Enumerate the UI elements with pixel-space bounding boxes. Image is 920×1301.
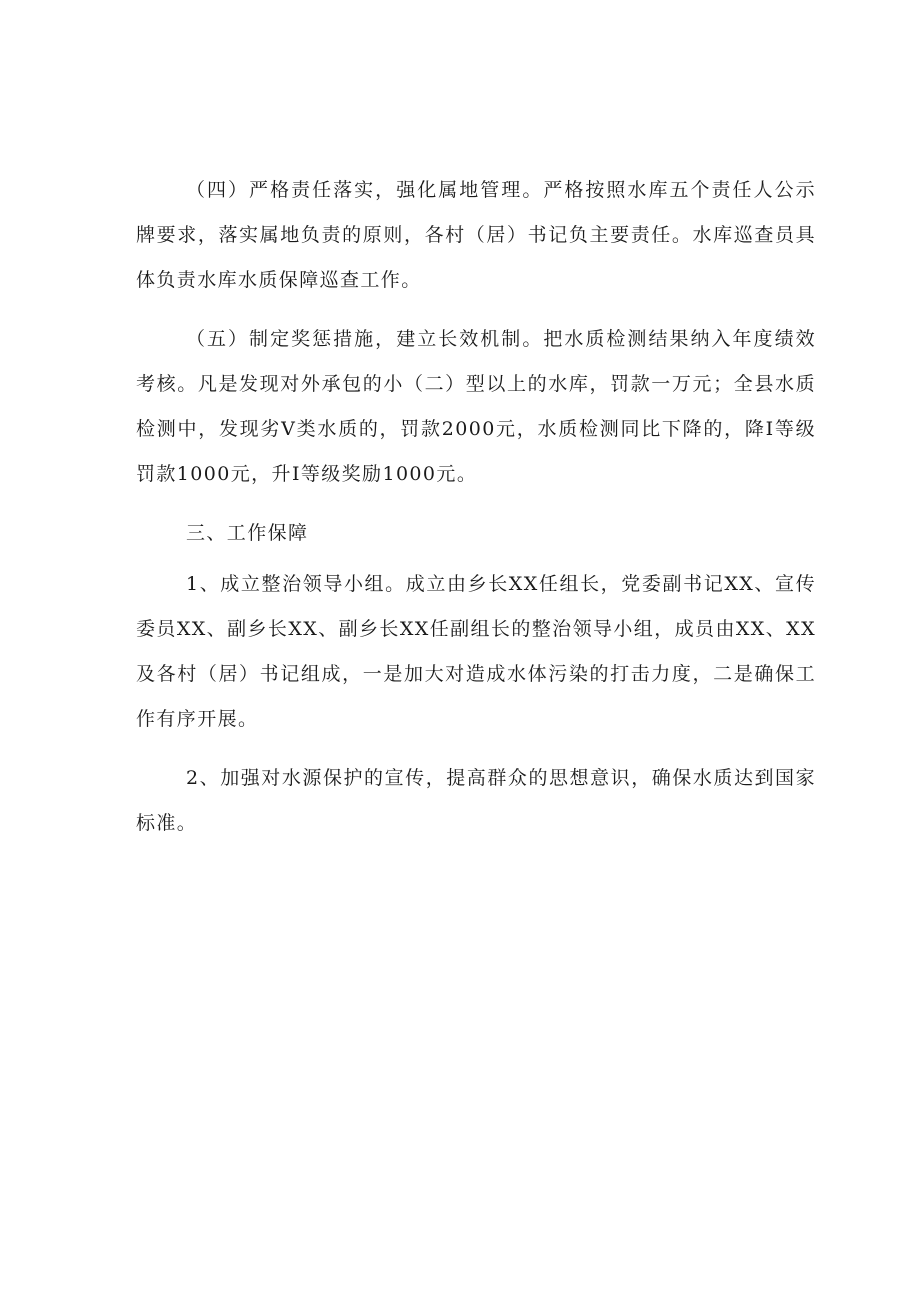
paragraph-leadership-group: 1、成立整治领导小组。成立由乡长XX任组长，党委副书记XX、宣传委员XX、副乡长XX、副乡长XX任副组长的整治领导小组，成员由XX、XX及各村（居）书记组成，一是加大对造成水体污染的打击力度，二是确保工作有序开展。	[136, 573, 816, 730]
document-body	[136, 168, 816, 860]
paragraph-rewards-penalties: （五）制定奖惩措施，建立长效机制。把水质检测结果纳入年度绩效考核。凡是发现对外承包的小（二）型以上的水库，罚款一万元；全县水质检测中，发现劣Ⅴ类水质的，罚款2000元，水质检测同比下降的，降Ⅰ等级罚款1000元，升Ⅰ等级奖励1000元。	[136, 328, 816, 485]
paragraph-responsibility: （四）严格责任落实，强化属地管理。严格按照水库五个责任人公示牌要求，落实属地负责的原则，各村（居）书记负主要责任。水库巡查员具体负责水库水质保障巡查工作。	[136, 179, 816, 291]
paragraph-publicity: 2、加强对水源保护的宣传，提高群众的思想意识，确保水质达到国家标准。	[136, 767, 816, 834]
section-heading-work-guarantee: 三、工作保障	[186, 522, 309, 544]
